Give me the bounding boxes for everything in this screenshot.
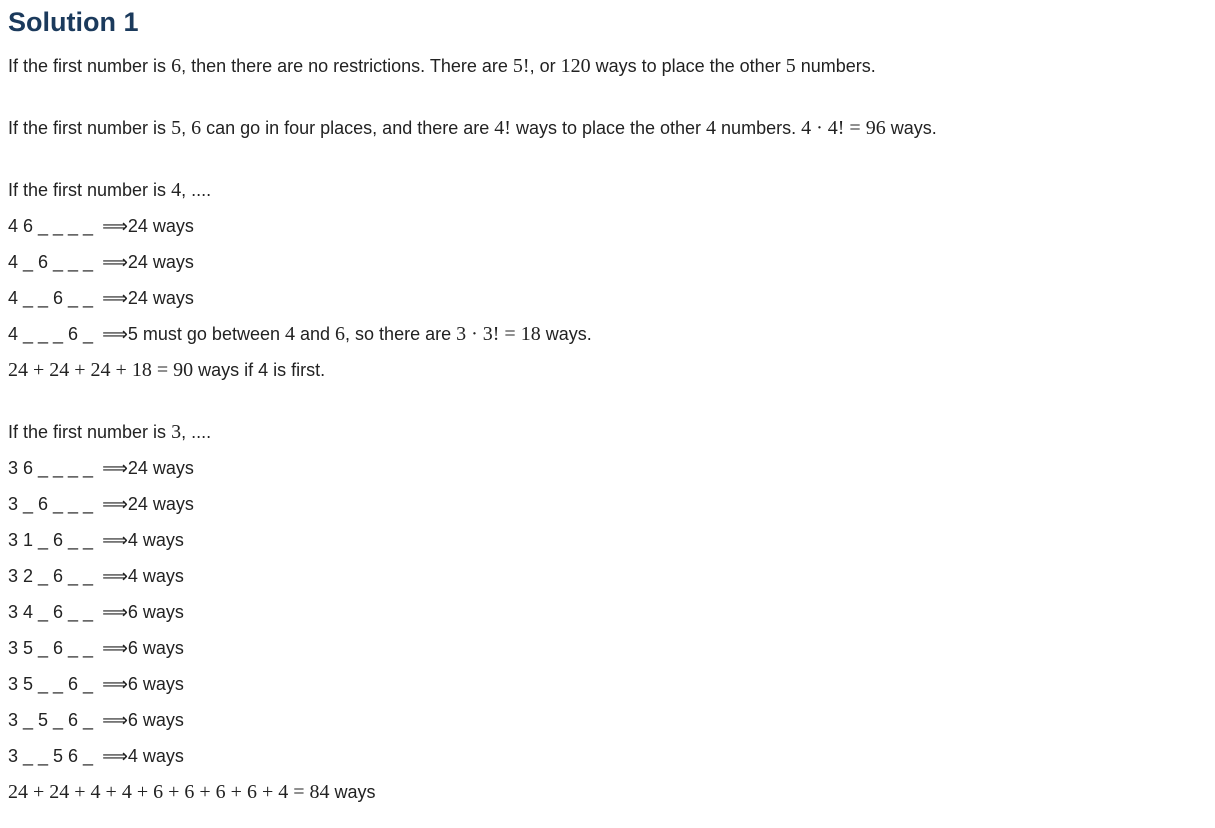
case-result: 6 ways bbox=[127, 710, 184, 730]
implies-arrow: ⟹ bbox=[102, 638, 128, 659]
math: 6 bbox=[171, 55, 182, 77]
text: If the first number is bbox=[8, 118, 172, 138]
implies-arrow: ⟹ bbox=[102, 252, 128, 273]
case-pattern: 3 5 _ 6 _ _ bbox=[8, 638, 94, 658]
case-pattern: 3 5 _ _ 6 _ bbox=[8, 674, 94, 694]
math: 3 bbox=[171, 421, 182, 443]
sum-line bbox=[8, 778, 376, 806]
paragraph-first-three-intro bbox=[8, 418, 211, 446]
case-pattern: 4 6 _ _ _ _ bbox=[8, 216, 94, 236]
case-pattern: 4 _ _ _ 6 _ bbox=[8, 324, 94, 344]
text: numbers. bbox=[795, 56, 876, 76]
sum-line bbox=[8, 356, 325, 384]
math: 5 bbox=[171, 117, 182, 139]
case-result: 24 ways bbox=[127, 458, 194, 478]
text: ways bbox=[329, 782, 376, 802]
case-pattern: 3 4 _ 6 _ _ bbox=[8, 602, 94, 622]
case-row bbox=[8, 670, 184, 698]
case-row bbox=[8, 598, 184, 626]
text: , .... bbox=[181, 180, 212, 200]
math: 6 bbox=[191, 117, 202, 139]
case-row bbox=[8, 634, 184, 662]
case-result: 24 ways bbox=[127, 494, 194, 514]
sum-expression: 24 + 24 + 4 + 4 + 6 + 6 + 6 + 6 + 4 = 84 bbox=[8, 781, 330, 803]
case-pattern: 3 2 _ 6 _ _ bbox=[8, 566, 94, 586]
case-row bbox=[8, 526, 184, 554]
text: , so there are bbox=[345, 324, 457, 344]
case-result: 24 ways bbox=[127, 252, 194, 272]
implies-arrow: ⟹ bbox=[102, 710, 128, 731]
case-row bbox=[8, 742, 184, 770]
case-row bbox=[8, 454, 194, 482]
text: 5 must go between bbox=[127, 324, 285, 344]
case-pattern: 4 _ _ 6 _ _ bbox=[8, 288, 94, 308]
text: ways if 4 is first. bbox=[193, 360, 326, 380]
math: 6 bbox=[335, 323, 346, 345]
implies-arrow: ⟹ bbox=[102, 216, 128, 237]
case-result: 4 ways bbox=[127, 530, 184, 550]
implies-arrow: ⟹ bbox=[102, 324, 128, 345]
text: ways. bbox=[540, 324, 592, 344]
case-row bbox=[8, 320, 592, 348]
math: 4! bbox=[494, 117, 511, 139]
text: ways. bbox=[885, 118, 937, 138]
implies-arrow: ⟹ bbox=[102, 746, 128, 767]
text: If the first number is bbox=[8, 56, 172, 76]
case-result: 6 ways bbox=[127, 674, 184, 694]
text: numbers. bbox=[716, 118, 802, 138]
text: , then there are no restrictions. There are bbox=[181, 56, 513, 76]
paragraph-first-four-intro bbox=[8, 176, 211, 204]
case-pattern: 4 _ 6 _ _ _ bbox=[8, 252, 94, 272]
math: 3 · 3! = 18 bbox=[456, 323, 541, 345]
implies-arrow: ⟹ bbox=[102, 674, 128, 695]
text: ways to place the other bbox=[510, 118, 707, 138]
sum-expression: 24 + 24 + 24 + 18 = 90 bbox=[8, 359, 194, 381]
text: and bbox=[295, 324, 336, 344]
implies-arrow: ⟹ bbox=[102, 458, 128, 479]
implies-arrow: ⟹ bbox=[102, 602, 128, 623]
case-row bbox=[8, 212, 194, 240]
case-pattern: 3 6 _ _ _ _ bbox=[8, 458, 94, 478]
solution-heading: Solution 1 bbox=[8, 7, 139, 37]
case-pattern: 3 _ 5 _ 6 _ bbox=[8, 710, 94, 730]
case-row bbox=[8, 706, 184, 734]
paragraph-first-six bbox=[8, 52, 876, 80]
implies-arrow: ⟹ bbox=[102, 494, 128, 515]
math: 5! bbox=[512, 55, 530, 77]
case-row bbox=[8, 248, 194, 276]
math: 4 bbox=[171, 179, 182, 201]
case-result: 24 ways bbox=[127, 288, 194, 308]
text: , .... bbox=[181, 422, 212, 442]
case-row bbox=[8, 490, 194, 518]
text: If the first number is bbox=[8, 180, 172, 200]
math: 4 bbox=[706, 117, 717, 139]
case-result: 4 ways bbox=[127, 746, 184, 766]
text: ways to place the other bbox=[590, 56, 786, 76]
math: 5 bbox=[785, 55, 796, 77]
text: can go in four places, and there are bbox=[201, 118, 495, 138]
case-result: 4 ways bbox=[127, 566, 184, 586]
implies-arrow: ⟹ bbox=[102, 530, 128, 551]
case-row bbox=[8, 562, 184, 590]
math: 4 bbox=[285, 323, 295, 345]
implies-arrow: ⟹ bbox=[102, 566, 128, 587]
math: 120 bbox=[560, 55, 591, 77]
case-result: 6 ways bbox=[127, 638, 184, 658]
case-pattern: 3 1 _ 6 _ _ bbox=[8, 530, 94, 550]
case-result: 24 ways bbox=[127, 216, 194, 236]
text: , bbox=[181, 118, 192, 138]
paragraph-first-five bbox=[8, 114, 937, 142]
case-pattern: 3 _ _ 5 6 _ bbox=[8, 746, 94, 766]
text: If the first number is bbox=[8, 422, 172, 442]
case-row bbox=[8, 284, 194, 312]
case-pattern: 3 _ 6 _ _ _ bbox=[8, 494, 94, 514]
case-result: 6 ways bbox=[127, 602, 184, 622]
text: , or bbox=[529, 56, 561, 76]
math: 4 · 4! = 96 bbox=[801, 117, 886, 139]
implies-arrow: ⟹ bbox=[102, 288, 128, 309]
